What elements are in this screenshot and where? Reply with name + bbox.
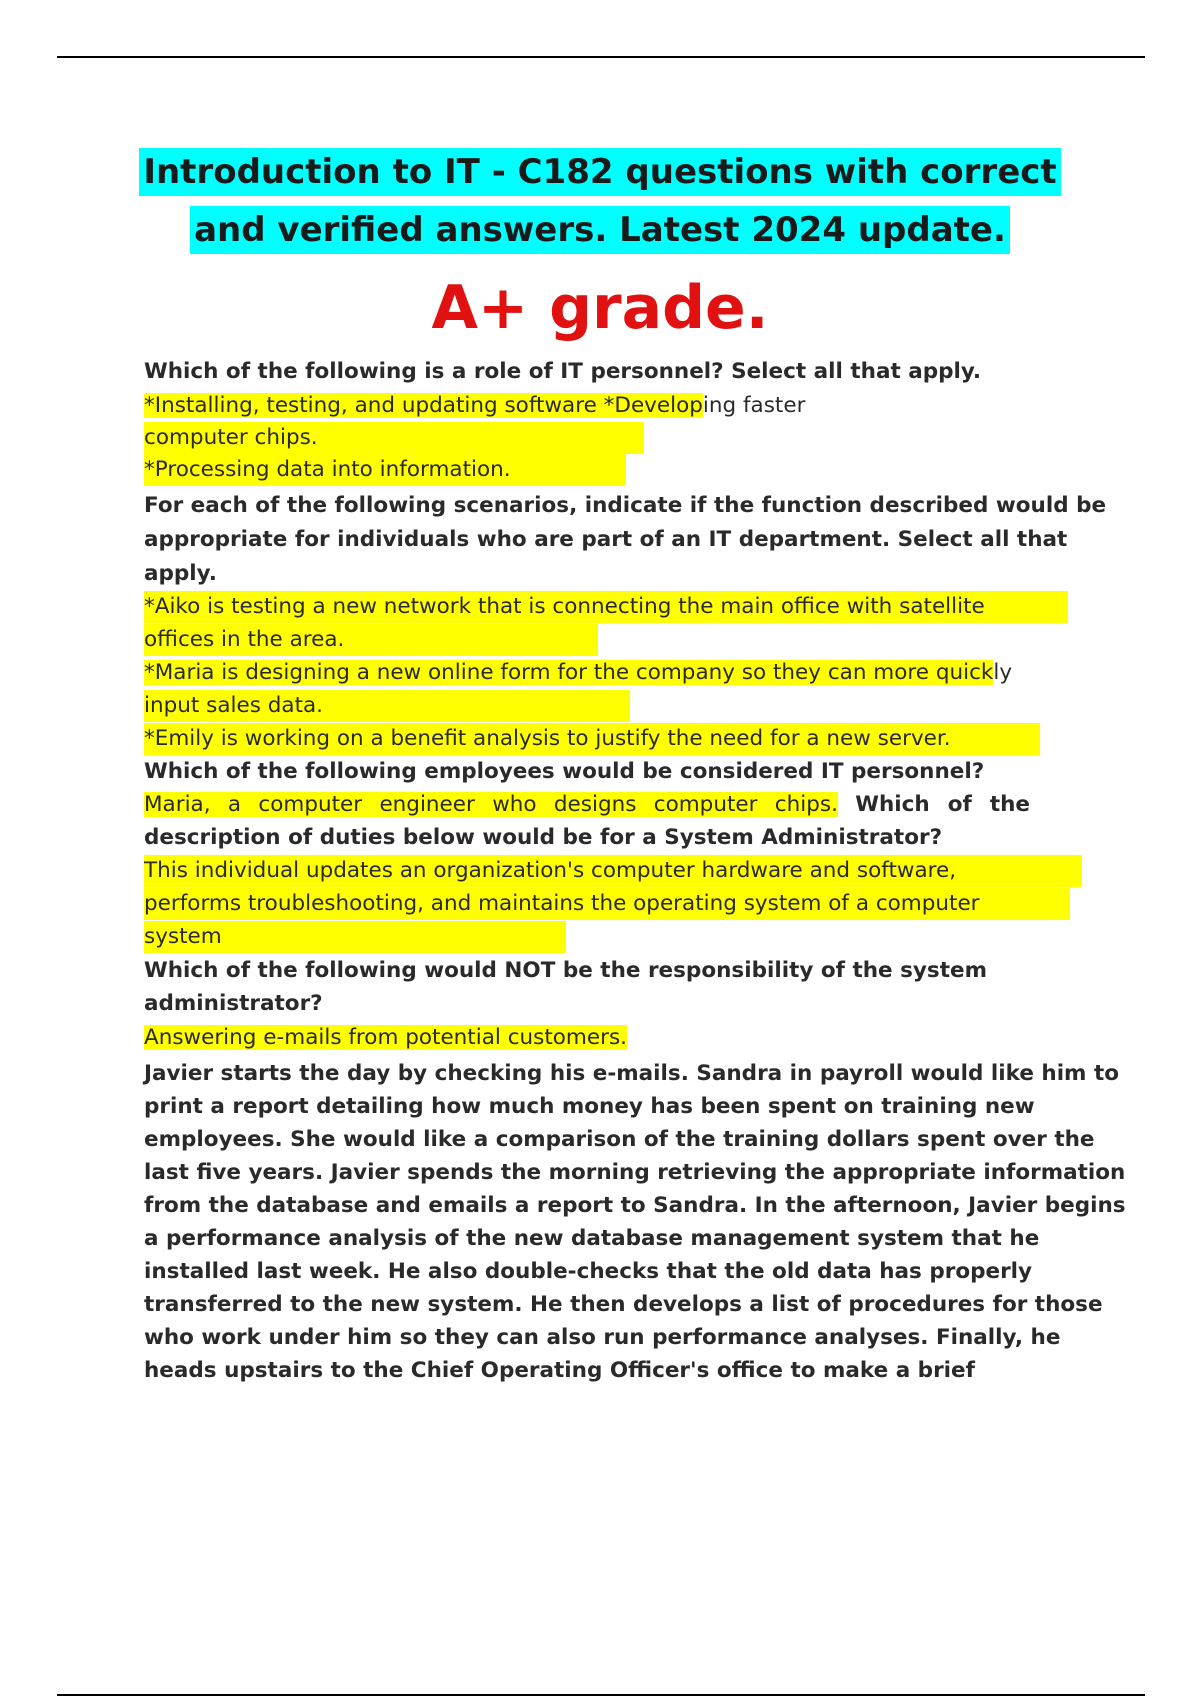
answer-3-and-question-4: [144, 789, 1030, 821]
question-6-line: a performance analysis of the new database management system that he: [144, 1226, 1040, 1251]
question-6-line: transferred to the new system. He then develops a list of procedures for those: [144, 1292, 1103, 1317]
answer-4-line-2: [144, 888, 1070, 920]
answer-4-line-3: [144, 921, 566, 953]
answer-highlight: system: [144, 921, 566, 953]
grade-banner: A+ grade.: [431, 273, 769, 343]
question-2-line-2: appropriate for individuals who are part of an IT department. Select all that: [144, 527, 1068, 552]
answer-highlight: Answering e-mails from potential customers.: [144, 1025, 627, 1050]
answer-1-line-2: [144, 422, 644, 454]
answer-highlight: performs troubleshooting, and maintains the operating system of a computer: [144, 888, 1070, 920]
question-4-line-2: description of duties below would be for a System Administrator?: [144, 825, 943, 850]
question-5-line-1: Which of the following would NOT be the responsibility of the system: [144, 958, 987, 983]
answer-highlight: *Maria is designing a new online form for the company so they can more quick: [144, 660, 994, 685]
top-rule: [57, 56, 1145, 58]
answer-highlight: *Installing, testing, and updating software *Develop: [144, 393, 703, 418]
answer-2b-line-1: [144, 657, 1012, 689]
question-6-line: last five years. Javier spends the morning retrieving the appropriate information: [144, 1160, 1126, 1185]
title-highlight: Introduction to IT - C182 questions with correct: [139, 148, 1060, 196]
question-6-line: heads upstairs to the Chief Operating Officer's office to make a brief: [144, 1358, 975, 1383]
question-4-start: Which of the: [855, 792, 1030, 817]
answer-unhighlighted: ing faster: [702, 393, 806, 418]
question-6-line: who work under him so they can also run performance analyses. Finally, he: [144, 1325, 1061, 1350]
answer-2a-line-1: [144, 591, 1068, 623]
document-title-line-2: [0, 201, 1200, 259]
answer-highlight: computer chips.: [144, 422, 644, 454]
answer-5: [144, 1022, 627, 1054]
answer-2b-line-2: [144, 690, 630, 722]
answer-highlight: *Processing data into information.: [144, 454, 626, 486]
bottom-rule: [57, 1694, 1145, 1696]
question-1: Which of the following is a role of IT personnel? Select all that apply.: [144, 359, 982, 384]
answer-highlight: This individual updates an organization's computer hardware and software,: [144, 855, 1082, 887]
answer-1-line-3: [144, 454, 626, 486]
question-6-line: print a report detailing how much money has been spent on training new: [144, 1094, 1035, 1119]
question-6-line: from the database and emails a report to Sandra. In the afternoon, Javier begins: [144, 1193, 1126, 1218]
answer-2a-line-2: [144, 624, 598, 656]
question-6-line: Javier starts the day by checking his e-mails. Sandra in payroll would like him to: [144, 1061, 1119, 1086]
answer-1-line-1: [144, 390, 805, 422]
document-title-line-1: [0, 143, 1200, 201]
answer-highlight: Maria, a computer engineer who designs computer chips.: [144, 792, 838, 817]
question-5-line-2: administrator?: [144, 991, 323, 1016]
answer-2c: [144, 723, 1040, 755]
answer-4-line-1: [144, 855, 1082, 887]
answer-3-justified-line: [144, 789, 1030, 821]
question-2-line-1: For each of the following scenarios, indicate if the function described would be: [144, 493, 1107, 518]
answer-unhighlighted: ly: [993, 660, 1013, 685]
answer-highlight: *Aiko is testing a new network that is connecting the main office with satellite: [144, 591, 1068, 623]
question-6-line: employees. She would like a comparison of the training dollars spent over the: [144, 1127, 1095, 1152]
answer-highlight: input sales data.: [144, 690, 630, 722]
title-highlight: and verified answers. Latest 2024 update.: [190, 206, 1010, 254]
answer-highlight: *Emily is working on a benefit analysis to justify the need for a new server.: [144, 723, 1040, 755]
question-6-line: installed last week. He also double-checks that the old data has properly: [144, 1259, 1033, 1284]
question-3: Which of the following employees would be considered IT personnel?: [144, 759, 985, 784]
answer-highlight: offices in the area.: [144, 624, 598, 656]
question-2-line-3: apply.: [144, 561, 217, 586]
